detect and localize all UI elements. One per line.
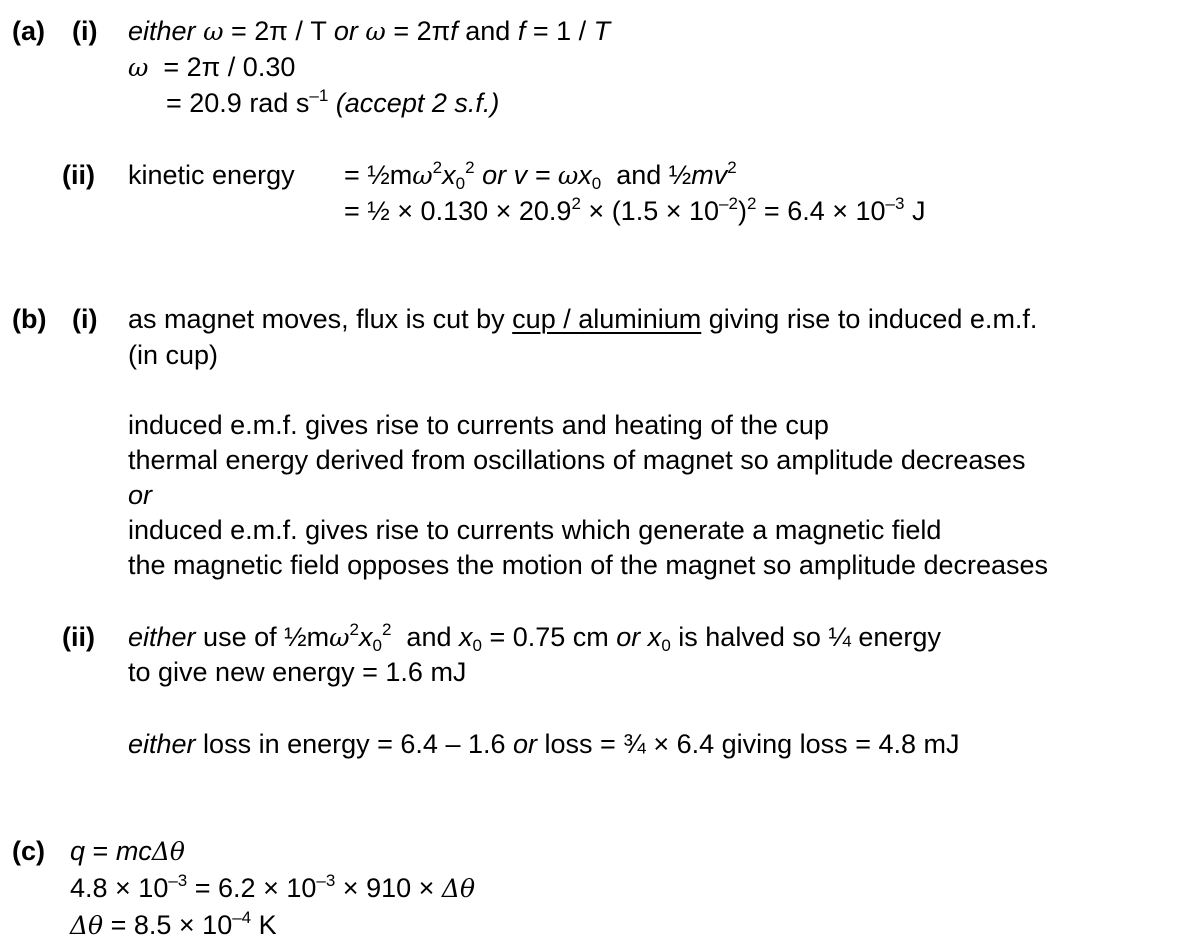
text-or: or: [513, 729, 538, 759]
symbol-q: q: [70, 836, 86, 866]
exponent: 2: [746, 194, 757, 213]
text-calc-1: = ½ × 0.130 × 20.9: [344, 196, 572, 226]
text-flux: as magnet moves, flux is cut by: [128, 304, 513, 334]
part-a-i-line-2: [128, 50, 295, 85]
exponent: –4: [232, 908, 252, 927]
exponent: 2: [465, 158, 475, 177]
symbol-omega: ω: [329, 623, 350, 652]
part-b-ii-label: (ii): [62, 622, 95, 652]
part-b-i-line-1: [128, 302, 1037, 336]
subscript: 0: [455, 174, 466, 193]
text-and-half: and ½: [601, 160, 692, 190]
text-calc-2: = 6.2 × 10: [187, 873, 317, 903]
part-c-label: (c): [12, 836, 45, 866]
text-or: or: [333, 16, 358, 46]
symbol-delta-theta: Δθ: [441, 874, 475, 903]
subscript: 0: [372, 636, 382, 655]
subscript: 0: [472, 636, 482, 655]
exponent: –1: [309, 86, 329, 105]
text-halved: is halved so ¼ energy: [670, 622, 941, 652]
text-calc-1: 4.8 × 10: [70, 873, 169, 903]
part-b-ii-line-3: [128, 727, 959, 761]
text-calc-4: = 6.4 × 10: [756, 196, 886, 226]
symbol-mv: mv: [691, 160, 728, 190]
text-unit: J: [904, 196, 926, 226]
text-either: either: [128, 622, 196, 652]
part-c-line-1: [70, 834, 185, 869]
part-a-ii-label: (ii): [62, 160, 95, 190]
text-calc-3: × 910 ×: [335, 873, 442, 903]
symbol-f: f: [450, 16, 458, 46]
part-b-ii-line-1: [128, 620, 941, 655]
text-calc-2: × (1.5 × 10: [580, 196, 720, 226]
symbol-x: x: [578, 160, 592, 190]
exponent: 2: [349, 620, 359, 639]
text-equals: =: [85, 836, 116, 866]
text-result: = 8.5 × 10: [103, 910, 233, 940]
exponent: –3: [885, 194, 905, 213]
symbol-delta-theta: Δθ: [70, 911, 104, 940]
symbol-omega: ω: [365, 17, 386, 46]
kinetic-energy-label: kinetic energy: [128, 160, 295, 190]
symbol-f: f: [517, 16, 526, 46]
symbol-delta-theta: Δθ: [151, 837, 185, 866]
part-c-line-2: [70, 871, 475, 906]
text-accept: (accept 2 s.f.): [335, 88, 500, 118]
text-and: and: [391, 622, 459, 652]
part-b-i-line-7: the magnetic field opposes the motion of the magnet so amplitude decreases: [128, 550, 1049, 580]
symbol-T: T: [593, 16, 611, 46]
text-either: either: [128, 729, 196, 759]
text-cup-aluminium: cup / aluminium: [512, 304, 702, 334]
symbol-x: x: [442, 160, 456, 190]
text-use-of: use of ½m: [195, 622, 330, 652]
subscript: 0: [591, 174, 602, 193]
symbol-x: x: [358, 622, 373, 652]
part-a-label: (a): [12, 16, 45, 46]
text-eq1: = 2π / T: [223, 16, 334, 46]
part-b-label: (b): [12, 304, 47, 334]
part-a-i-line-1: [128, 14, 610, 49]
text-or: or: [128, 480, 153, 510]
part-b-ii-line-2: to give new energy = 1.6 mJ: [128, 657, 467, 687]
text-loss-1: loss in energy = 6.4 – 1.6: [195, 729, 513, 759]
text-loss-2: loss = ¾ × 6.4 giving loss = 4.8 mJ: [537, 729, 960, 759]
text-either: either: [128, 16, 196, 46]
text-amplitude: = 0.75 cm: [481, 622, 617, 652]
part-b-i-line-3: induced e.m.f. gives rise to currents and heating of the cup: [128, 410, 829, 440]
exponent: –2: [719, 194, 738, 213]
part-b-i-line-2: (in cup): [128, 340, 219, 370]
symbol-mc: mc: [115, 836, 152, 866]
symbol-x: x: [640, 622, 662, 652]
text-induced-emf: giving rise to induced e.m.f.: [701, 304, 1038, 334]
text-calc-3: ): [737, 196, 747, 226]
text-unit: K: [251, 910, 277, 940]
symbol-omega: ω: [203, 17, 224, 46]
part-a-ii-line-2: [344, 194, 925, 228]
part-b-i-line-5: [128, 478, 152, 512]
symbol-omega: ω: [128, 53, 149, 82]
exponent: 2: [727, 158, 737, 177]
text-or-v: or v =: [474, 160, 558, 190]
text-or: or: [616, 622, 641, 652]
text-rhs: = 2π / 0.30: [148, 52, 296, 82]
part-b-i-label: (i): [72, 304, 98, 334]
text-eq2: = 2π: [385, 16, 451, 46]
subscript: 0: [661, 636, 671, 655]
exponent: –3: [168, 871, 188, 890]
text-half-m: = ½m: [344, 160, 413, 190]
symbol-x: x: [458, 622, 473, 652]
exponent: –3: [316, 871, 336, 890]
part-a-i-line-3: [166, 86, 499, 120]
part-b-i-line-6: induced e.m.f. gives rise to currents which generate a magnetic field: [128, 515, 942, 545]
exponent: 2: [432, 158, 443, 177]
part-b-i-line-4: thermal energy derived from oscillations of magnet so amplitude decreases: [128, 445, 1026, 475]
exponent: 2: [571, 194, 581, 213]
part-a-ii-line-1: [344, 158, 737, 193]
part-c-line-3: [70, 908, 277, 943]
text-value: = 20.9 rad s: [166, 88, 310, 118]
text-and: and: [457, 16, 518, 46]
symbol-omega: ω: [557, 161, 579, 190]
exponent: 2: [381, 620, 392, 639]
part-a-i-label: (i): [72, 16, 98, 46]
symbol-omega: ω: [412, 161, 433, 190]
text-eq3: = 1 /: [525, 16, 594, 46]
